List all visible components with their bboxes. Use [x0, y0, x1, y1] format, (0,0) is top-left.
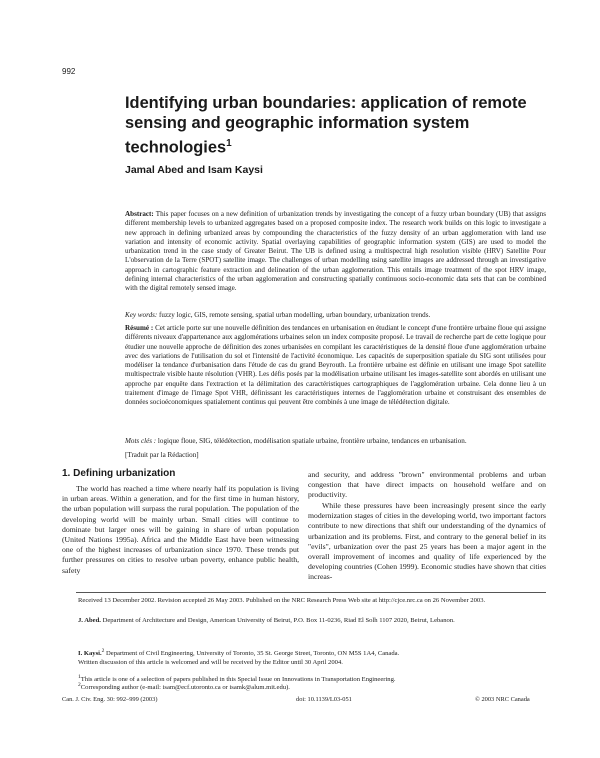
kaysi-affiliation: Department of Civil Engineering, University of Toronto, 35 St. George Street, Toronto, ON M5S 1A4, Canada. — [106, 650, 400, 658]
body-left-column: The world has reached a time where nearly half its population is living in urban areas. Within a generation, and for the first time in human history, the urban population will surpass the rural population. The population of the developing world will be mainly urban. Small cities will continue to dominate but larger ones will be gaining in share of urban population (United Nations 1995a). Africa and the Middle East have been witnessing one of the highest increases of urbanization since 1970. These trends put further pressures on cities to resolve urban poverty, enhance public health, safety — [62, 484, 299, 575]
written-discussion-note: Written discussion of this article is welcomed and will be received by the Editor until 30 April 2004. — [78, 659, 343, 666]
resume — [125, 324, 546, 408]
key-words-label: Key words: — [125, 311, 158, 319]
journal-citation: Can. J. Civ. Eng. 30: 992–999 (2003) — [62, 696, 158, 703]
abed-name: J. Abed. — [78, 617, 101, 624]
title-note-marker: 1 — [226, 137, 232, 149]
resume-label: Résumé : — [125, 324, 154, 332]
affiliation-abed — [78, 617, 546, 626]
abed-affiliation: Department of Architecture and Design, American University of Beirut, P.O. Box 11-0236, Riad El Solh 1107 2020, Beirut, Lebanon. — [102, 617, 455, 624]
translation-note: [Traduit par la Rédaction] — [125, 451, 199, 459]
mots-cles-text: logique floue, SIG, télédétection, modélisation spatiale urbaine, frontière urbaine, tendances en urbanisation. — [157, 437, 467, 445]
section-heading: 1. Defining urbanization — [62, 468, 176, 479]
mots-cles-label: Mots clés : — [125, 437, 157, 445]
title-text: Identifying urban boundaries: application of remote sensing and geographic information system technologies — [125, 94, 527, 157]
footnote-1-marker: 1 — [78, 674, 81, 680]
abstract-label: Abstract: — [125, 210, 154, 218]
copyright: © 2003 NRC Canada — [475, 696, 530, 703]
resume-text: Cet article porte sur une nouvelle définition des tendances en urbanisation en étudiant le concept d'une frontière urbaine floue qui assigne différents niveaux d'appartenance aux agglomérations urbaines selon un index composite proposé. Le travail de recherche part de cette logique pour étudier une nouvelle approche de définition des zones urbanisées en compilant les caractéristiques de la densité floue d'une agglomération urbaine avec des variations de l'utilisation du sol et l'intensité de l'activité économique. Les capacités de superposition spatiale du SIG sont utilisées pour modéliser la tendance d'urbanisation dans l'étude de cas du grand Beyrouth. La frontière urbaine est définie en utilisant une image Spot satellite multispectrale visible haute résolution (VHR). Les défis posés par la modélisation urbaine utilisant les images-satellite sont abordés en utilisant une approche par enquête dans l'extraction et la délimitation des caractéristiques cartographiques de l'agglomération urbaine. Cela donne lieu à un traitement d'image de l'image Spot VHR, définissant les caractéristiques internes de l'agglomération urbaine et construisant des ensembles de données socioéconomiques spatialement continus qui peuvent être combinés à une image de télédétection digitale. — [125, 324, 546, 407]
doi: doi: 10.1139/L03-051 — [296, 696, 352, 703]
page-number: 992 — [62, 67, 76, 76]
abstract — [125, 210, 546, 294]
body-right-column-continuation: and security, and address "brown" environmental problems and urban congestion that have direct impacts on household welfare and on productivity. — [308, 470, 546, 500]
kaysi-note-marker: 2 — [101, 648, 105, 654]
body-right-column-paragraph: While these pressures have been increasingly present since the early modernization stages of cities in the developing world, two important factors contribute to new directions that shift our understanding of the dynamics of urbanization and its problems. First, and contrary to the general belief in its "evils", urbanization over the past 25 years has been a major agent in the overall improvement of incomes and quality of life experienced by the developing countries (Cohen 1999). Economic studies have shown that cities increas- — [308, 501, 546, 582]
mots-cles — [125, 437, 546, 446]
article-title — [125, 93, 545, 157]
footnote-2 — [78, 681, 546, 693]
abstract-text: This paper focuses on a new definition of urbanization trends by investigating the concept of a fuzzy urban boundary (UB) that assigns different membership levels to urbanized aggregates based on a proposed composite index. The research work builds on this logic to investigate a new approach in defining urbanized areas by compounding the characteristics of the fuzzy density of an urban agglomeration with land use variation and intensity of economic activity. Spatial overlaying capabilities of geographic information system (GIS) are used to model the urbanization trend in the case study of Greater Beirut. The UB is defined using a multispectral high resolution visible (HRV) Satellite Pour L'observation de la Terre (SPOT) satellite image. The challenges of urban modelling using satellite images are addressed through an investigative approach in cartographic feature extraction and delineation of the urban agglomeration. This entails image treatment of the spot HRV image, defining internal characteristics of the urban agglomeration and constructing spatially continuous socio-economic data sets that can be combined with the digital remotely sensed image. — [125, 210, 546, 293]
key-words — [125, 311, 546, 320]
affiliation-kaysi — [78, 647, 546, 659]
footnote-2-marker: 2 — [78, 682, 81, 688]
footnote-1-text: This article is one of a selection of papers published in this Special Issue on Innovations in Transportation Engineering. — [80, 676, 396, 684]
footnote-divider — [76, 592, 546, 593]
authors: Jamal Abed and Isam Kaysi — [125, 164, 263, 176]
key-words-text: fuzzy logic, GIS, remote sensing, spatial urban modelling, urban boundary, urbanization trends. — [159, 311, 431, 319]
footnote-2-text: Corresponding author (e-mail: isam@ecf.utoronto.ca or isamk@alum.mit.edu). — [80, 684, 290, 692]
received-note: Received 13 December 2002. Revision accepted 26 May 2003. Published on the NRC Research Press Web site at http://cjce.nrc.ca on 26 November 2003. — [78, 597, 486, 604]
kaysi-name: I. Kaysi. — [78, 650, 102, 658]
